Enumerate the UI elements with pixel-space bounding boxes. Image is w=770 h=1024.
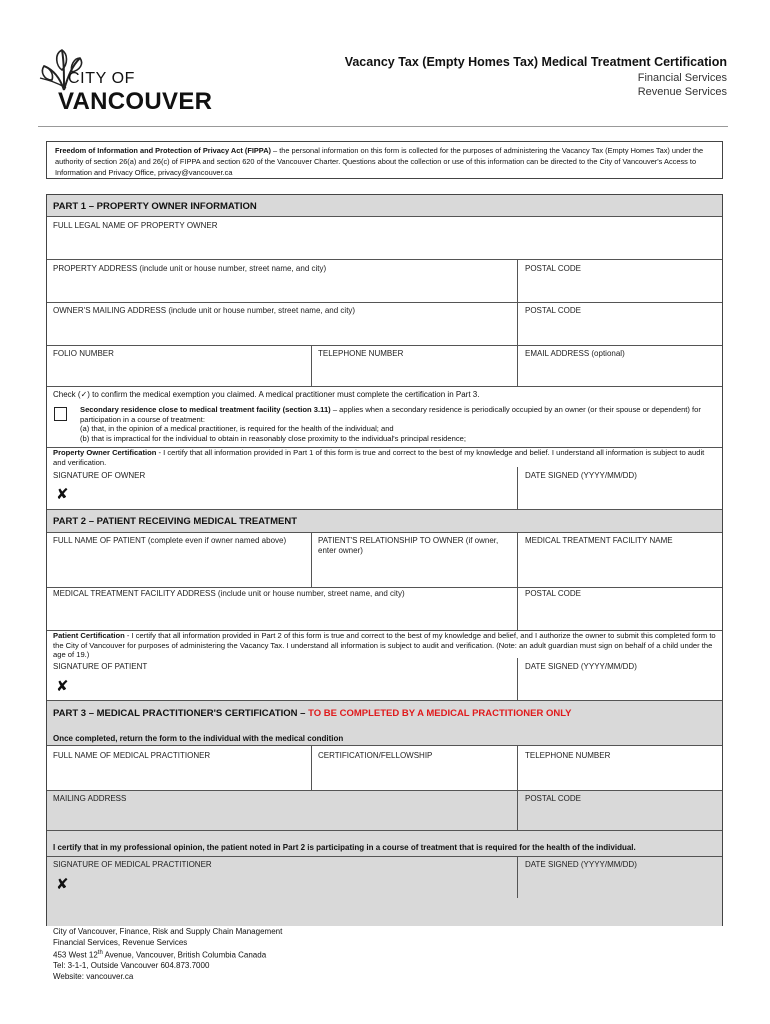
folio-number-field[interactable] xyxy=(47,346,311,384)
certification-field[interactable] xyxy=(312,746,517,789)
facility-name-field[interactable] xyxy=(518,533,722,585)
patient-date-signed-label: DATE SIGNED (YYYY/MM/DD) xyxy=(525,662,637,671)
relationship-label: PATIENT'S RELATIONSHIP TO OWNER (if owner, enter owner) xyxy=(318,536,499,555)
owner-email-field[interactable] xyxy=(518,346,722,384)
practitioner-telephone-label: TELEPHONE NUMBER xyxy=(525,751,611,760)
mailing-address-field[interactable] xyxy=(47,303,517,343)
part2-title: PART 2 – PATIENT RECEIVING MEDICAL TREATMENT xyxy=(53,516,298,527)
owner-cert-heading: Property Owner Certification xyxy=(53,448,157,457)
owner-full-name-label: FULL LEGAL NAME OF PROPERTY OWNER xyxy=(53,221,218,230)
exemption-condition-b: (b) that is impractical for the individual to obtain in reasonably close proximity to the individual's principal residence; xyxy=(80,433,466,443)
part1-header xyxy=(47,195,722,217)
owner-date-signed-label: DATE SIGNED (YYYY/MM/DD) xyxy=(525,471,637,480)
owner-date-signed-field[interactable] xyxy=(518,483,722,508)
practitioner-signature-label: SIGNATURE OF MEDICAL PRACTITIONER xyxy=(53,860,212,869)
patient-cert-text: - I certify that all information provided in Part 2 of this form is true and correct to the best of my knowledge and belief, and I authorize the owner to submit this completed form to the City of Vancouver for purposes of administering the Vacancy Tax. I understand all information is subject to audit and verification. (Note: an adult guardian must sign on behalf of a child under the age of 19.) xyxy=(53,631,716,660)
facility-name-label: MEDICAL TREATMENT FACILITY NAME xyxy=(525,536,673,545)
part3-header xyxy=(47,700,722,726)
owner-email-label: EMAIL ADDRESS (optional) xyxy=(525,349,625,358)
property-address-field[interactable] xyxy=(47,261,517,301)
footer-line-4: Tel: 3-1-1, Outside Vancouver 604.873.7000 xyxy=(53,961,210,971)
part3-title-main: PART 3 – MEDICAL PRACTITIONER'S CERTIFICATION – xyxy=(53,708,309,719)
header-financial-services: Financial Services xyxy=(637,72,727,84)
footer-website: Website: vancouver.ca xyxy=(53,971,134,981)
facility-postal-code-label: POSTAL CODE xyxy=(525,589,582,598)
owner-cert-text: - I certify that all information provided in Part 1 of this form is true and correct to the best of my knowledge and belief. I understand all information is subject to audit and verification. xyxy=(53,448,705,467)
patient-signature-label: SIGNATURE OF PATIENT xyxy=(53,662,148,671)
folio-number-label: FOLIO NUMBER xyxy=(53,349,114,358)
footer-line-2: Financial Services, Revenue Services xyxy=(53,937,188,947)
owner-certification xyxy=(53,448,718,467)
practitioner-signature-mark-icon: ✘ xyxy=(56,876,69,893)
part2-header xyxy=(47,509,722,533)
exemption-description xyxy=(80,405,710,443)
property-postal-code-field[interactable] xyxy=(518,261,722,301)
check-instruction: Check (✓) to confirm the medical exemption you claimed. A medical practitioner must complete the certification in Part 3. xyxy=(53,390,480,399)
patient-name-label: FULL NAME OF PATIENT (complete even if owner named above) xyxy=(53,536,287,545)
practitioner-date-signed-field[interactable] xyxy=(518,873,722,897)
patient-name-field[interactable] xyxy=(47,533,311,585)
header-divider xyxy=(38,126,728,127)
practitioner-postal-code-field[interactable] xyxy=(518,791,722,829)
owner-signature-mark-icon: ✘ xyxy=(56,486,69,503)
patient-cert-heading: Patient Certification xyxy=(53,631,125,640)
footer-line-3: 453 West 12th Avenue, Vancouver, British Columbia Canada xyxy=(53,950,267,960)
owner-signature-label: SIGNATURE OF OWNER xyxy=(53,471,146,480)
owner-telephone-field[interactable] xyxy=(312,346,517,384)
property-address-label: PROPERTY ADDRESS (include unit or house number, street name, and city) xyxy=(53,264,327,273)
mailing-postal-code-field[interactable] xyxy=(518,303,722,343)
logo-vancouver: VANCOUVER xyxy=(58,88,213,115)
owner-full-name-field[interactable] xyxy=(47,219,722,259)
practitioner-postal-code-label: POSTAL CODE xyxy=(525,794,582,803)
part3-title xyxy=(53,708,571,719)
practitioner-mailing-address-label: MAILING ADDRESS xyxy=(53,794,127,803)
facility-address-field[interactable] xyxy=(47,588,517,628)
part1-title: PART 1 – PROPERTY OWNER INFORMATION xyxy=(53,201,257,212)
medical-exemption-checkbox[interactable] xyxy=(54,407,67,421)
patient-date-signed-field[interactable] xyxy=(518,675,722,699)
relationship-field[interactable] xyxy=(312,533,517,585)
part3-title-warning: TO BE COMPLETED BY A MEDICAL PRACTITIONER ONLY xyxy=(308,708,572,719)
property-postal-code-label: POSTAL CODE xyxy=(525,264,582,273)
logo-city-of: CITY OF xyxy=(68,70,136,87)
part3-instruction: Once completed, return the form to the individual with the medical condition xyxy=(53,734,344,743)
patient-signature-mark-icon: ✘ xyxy=(56,678,69,695)
practitioner-name-field[interactable] xyxy=(47,746,311,789)
footer-line-1: City of Vancouver, Finance, Risk and Supply Chain Management xyxy=(53,927,283,936)
exemption-condition-a: (a) that, in the opinion of a medical practitioner, is required for the health of the individual; and xyxy=(80,424,394,434)
practitioner-mailing-address-field[interactable] xyxy=(47,791,517,829)
form-body xyxy=(46,194,723,926)
owner-signature-field[interactable] xyxy=(47,483,517,508)
mailing-postal-code-label: POSTAL CODE xyxy=(525,306,582,315)
practitioner-signature-field[interactable] xyxy=(47,873,517,897)
exemption-title: Secondary residence close to medical treatment facility (section 3.11) xyxy=(80,405,331,414)
city-logo xyxy=(34,44,213,116)
footer-address xyxy=(53,927,282,982)
exemption-text: – applies when a secondary residence is periodically occupied by an owner (or their spouse or dependent) for participation in a course of treatment: xyxy=(80,405,701,424)
practitioner-date-signed-label: DATE SIGNED (YYYY/MM/DD) xyxy=(525,860,637,869)
facility-address-label: MEDICAL TREATMENT FACILITY ADDRESS (include unit or house number, street name, and city) xyxy=(53,589,405,598)
facility-postal-code-field[interactable] xyxy=(518,588,722,628)
form-title: Vacancy Tax (Empty Homes Tax) Medical Treatment Certification xyxy=(344,55,727,69)
patient-signature-field[interactable] xyxy=(47,675,517,699)
practitioner-name-label: FULL NAME OF MEDICAL PRACTITIONER xyxy=(53,751,211,760)
mailing-address-label: OWNER'S MAILING ADDRESS (include unit or house number, street name, and city) xyxy=(53,306,356,315)
privacy-body: – the personal information on this form is collected for the purposes of administering the Vacancy Tax (Empty Homes Tax) under the authority of section 26(a) and 26(c) of FIPPA and section 620 of the Vancouver Charter. Questions about the collection or use of this information can be directed to the City of Vancouver's Access to Information and Privacy Office, privacy@vancouver.ca xyxy=(55,146,704,177)
practitioner-statement: I certify that in my professional opinion, the patient noted in Part 2 is participating in a course of treatment that is required for the health of the individual. xyxy=(53,843,636,852)
owner-telephone-label: TELEPHONE NUMBER xyxy=(318,349,404,358)
privacy-heading: Freedom of Information and Protection of Privacy Act (FIPPA) xyxy=(55,146,271,155)
patient-certification xyxy=(53,631,718,660)
privacy-notice xyxy=(46,141,723,179)
practitioner-telephone-field[interactable] xyxy=(518,746,722,789)
header-revenue-services: Revenue Services xyxy=(637,86,727,98)
certification-label: CERTIFICATION/FELLOWSHIP xyxy=(318,751,433,760)
